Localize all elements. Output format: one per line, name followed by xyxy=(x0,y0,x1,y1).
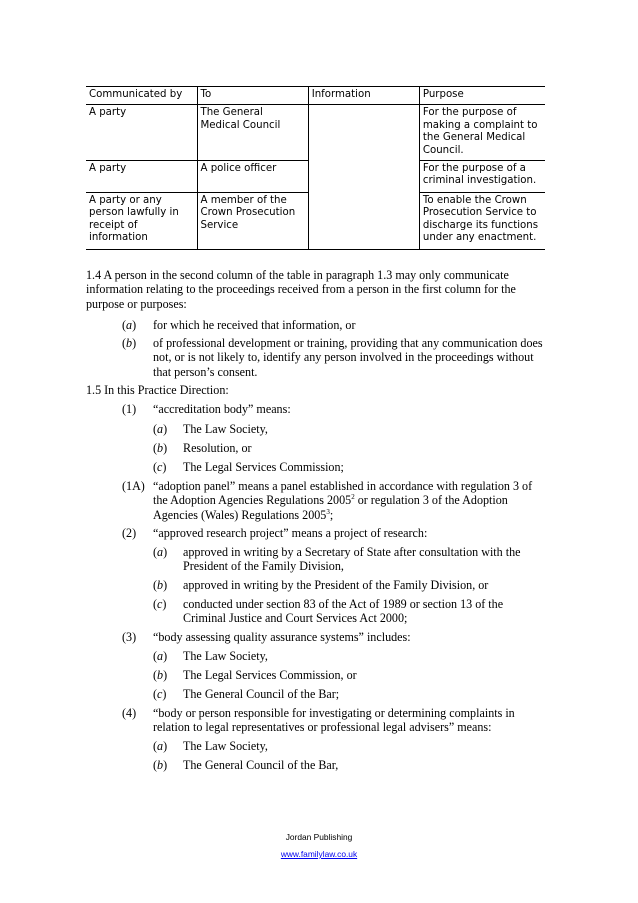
cell-to: A police officer xyxy=(197,161,308,193)
definition-number: (3) xyxy=(122,630,137,644)
definition-number: (1) xyxy=(122,402,137,416)
list-label: (b) xyxy=(153,578,168,592)
footer-link-wrapper xyxy=(0,849,638,859)
footer-url-link[interactable]: www.familylaw.co.uk xyxy=(280,849,358,859)
list-label: (b) xyxy=(153,758,168,772)
list-item: Resolution, or xyxy=(183,441,252,455)
list-item: conducted under section 83 of the Act of 1989 or section 13 of the Criminal Justice and Court Services Act 2000; xyxy=(183,597,504,626)
definition-text: “adoption panel” means a panel established in accordance with regulation 3 of the Adoption Agencies Regulations 2005$^2$ or regulation 3 of the Adoption Agencies (Wales) Regulations 2005$^3$; xyxy=(153,479,533,522)
list-label: (a) xyxy=(153,545,168,559)
paragraph-1-5-intro: 1.5 In this Practice Direction: xyxy=(86,383,229,397)
definition-text: “approved research project” means a project of research: xyxy=(153,526,428,540)
header-to: To xyxy=(197,87,308,105)
definition-number: (2) xyxy=(122,526,137,540)
list-label: (c) xyxy=(153,460,167,474)
definition-text: “body assessing quality assurance systems” includes: xyxy=(153,630,411,644)
table-row xyxy=(86,193,545,250)
list-item: The General Council of the Bar, xyxy=(183,758,339,772)
communication-table xyxy=(86,86,545,250)
cell-purpose: For the purpose of making a complaint to the General Medical Council. xyxy=(419,105,545,161)
definition-number: (1A) xyxy=(122,479,145,493)
list-label: (a) xyxy=(153,739,168,753)
list-item: approved in writing by a Secretary of State after consultation with the President of the Family Division, xyxy=(183,545,521,574)
paragraph-1-4: 1.4 A person in the second column of the table in paragraph 1.3 may only communicate information relating to the proceedings received from a person in the first column for the purpose or purposes: xyxy=(86,268,516,311)
cell-information xyxy=(308,193,419,250)
list-item: The Legal Services Commission; xyxy=(183,460,344,474)
list-label: (b) xyxy=(153,441,168,455)
list-label: (b) xyxy=(153,668,168,682)
list-item: approved in writing by the President of the Family Division, or xyxy=(183,578,489,592)
list-label: (a) xyxy=(153,422,168,436)
definition-text: “body or person responsible for investigating or determining complaints in relation to legal representatives or professional legal advisers” means: xyxy=(153,706,515,735)
list-item: The Law Society, xyxy=(183,422,268,436)
list-item: The Legal Services Commission, or xyxy=(183,668,357,682)
list-item: The Law Society, xyxy=(183,739,268,753)
list-label: (a) xyxy=(122,318,137,332)
cell-purpose: To enable the Crown Prosecution Service to discharge its functions under any enactment. xyxy=(419,193,545,250)
header-communicated-by: Communicated by xyxy=(86,87,197,105)
list-item: The General Council of the Bar; xyxy=(183,687,340,701)
list-label: (b) xyxy=(122,336,137,350)
cell-purpose: For the purpose of a criminal investigation. xyxy=(419,161,545,193)
definition-text: “accreditation body” means: xyxy=(153,402,291,416)
cell-by: A party xyxy=(86,105,197,161)
footer-publisher: Jordan Publishing xyxy=(285,832,353,842)
header-information: Information xyxy=(308,87,419,105)
list-label: (a) xyxy=(153,649,168,663)
list-item: of professional development or training, providing that any communication does not, or is not likely to, identify any person involved in the proceedings without that person’s consent. xyxy=(153,336,543,379)
list-item: for which he received that information, or xyxy=(153,318,356,332)
list-item: The Law Society, xyxy=(183,649,268,663)
table-row xyxy=(86,105,545,161)
table-row xyxy=(86,161,545,193)
cell-by: A party xyxy=(86,161,197,193)
cell-information xyxy=(308,161,419,193)
cell-to: A member of the Crown Prosecution Service xyxy=(197,193,308,250)
table-header-row xyxy=(86,87,545,105)
header-purpose: Purpose xyxy=(419,87,545,105)
definition-number: (4) xyxy=(122,706,137,720)
cell-by: A party or any person lawfully in receipt of information xyxy=(86,193,197,250)
list-label: (c) xyxy=(153,687,167,701)
cell-information xyxy=(308,105,419,161)
list-label: (c) xyxy=(153,597,167,611)
cell-to: The General Medical Council xyxy=(197,105,308,161)
